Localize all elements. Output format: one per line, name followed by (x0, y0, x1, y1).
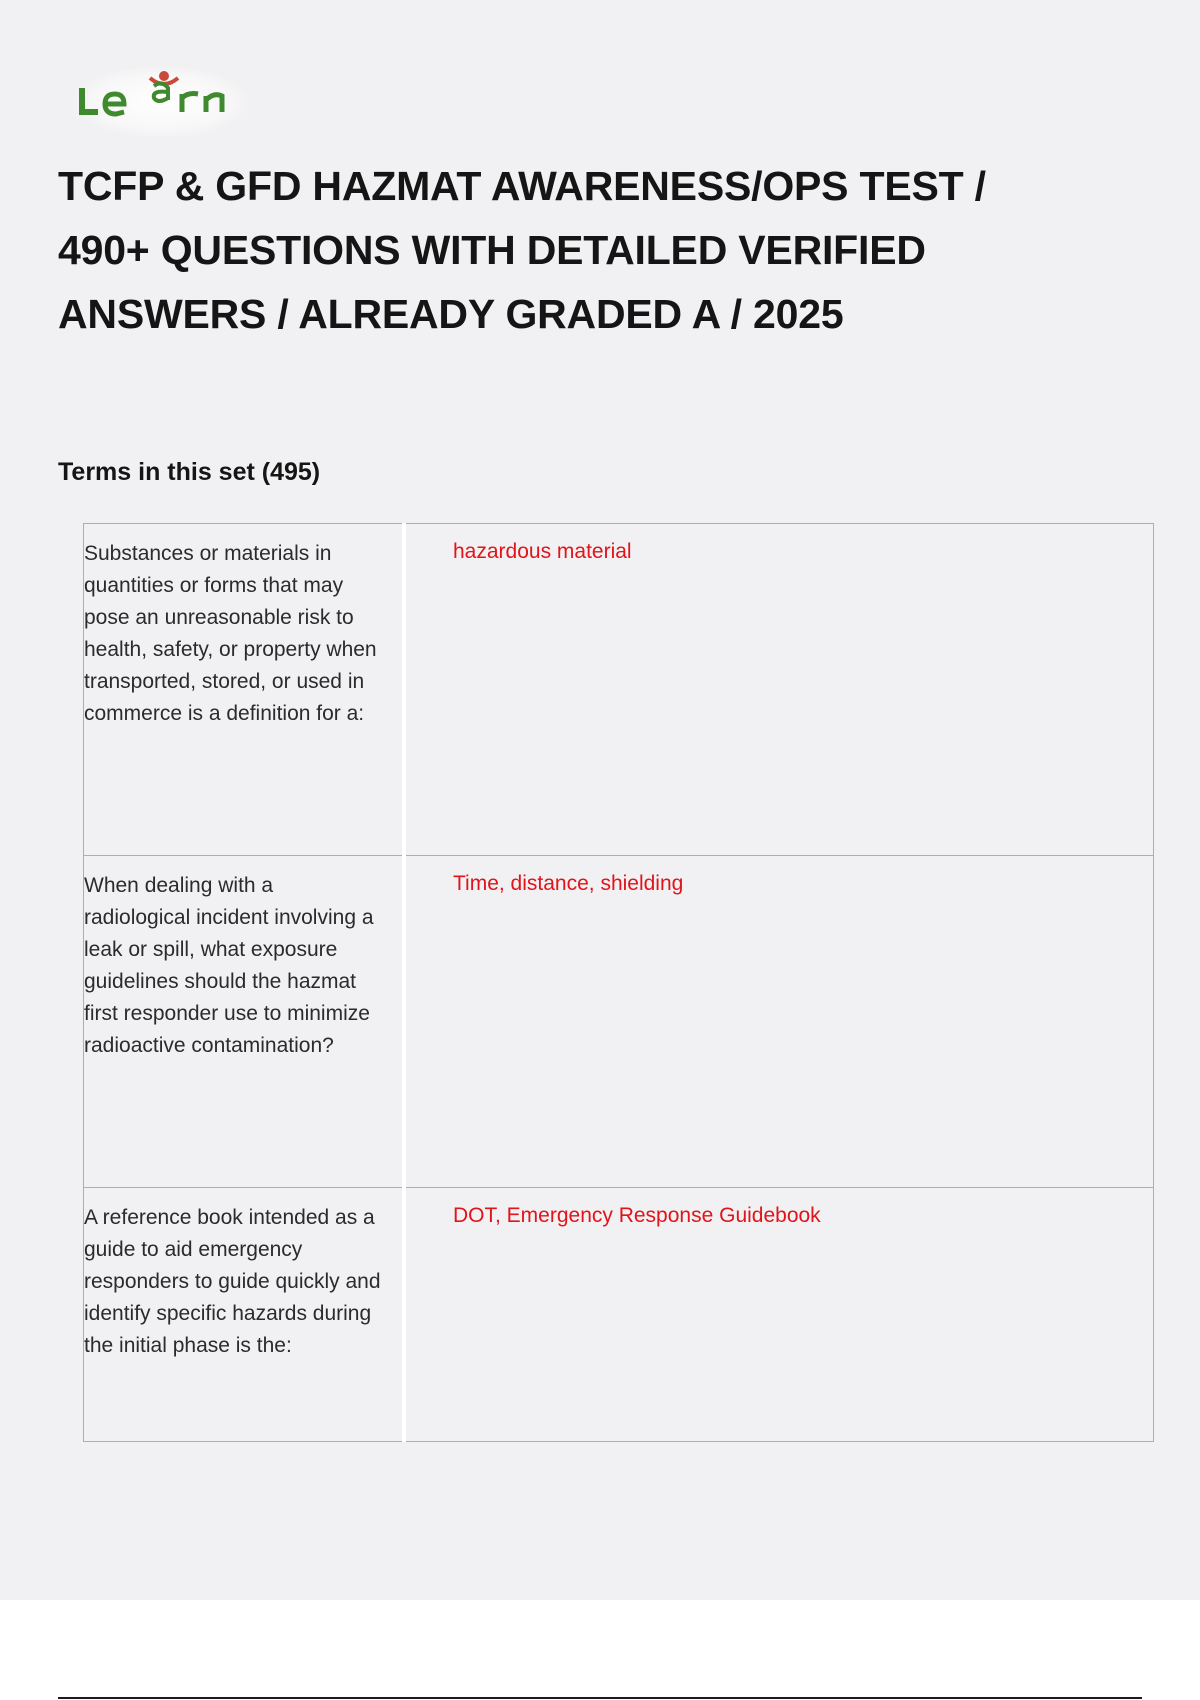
term-cell (84, 524, 405, 856)
term-text: A reference book intended as a guide to aid emergency responders to guide quickly and identify specific hazards during the initial phase is the: (84, 1206, 381, 1357)
learn-logo (72, 66, 250, 138)
table-row (84, 856, 1154, 1188)
table-row (84, 524, 1154, 856)
definition-cell (404, 524, 1154, 856)
footer-divider (58, 1697, 1142, 1699)
term-cell (84, 1188, 405, 1442)
table-row (84, 1188, 1154, 1442)
definition-text: Time, distance, shielding (453, 872, 684, 895)
term-text: When dealing with a radiological incident involving a leak or spill, what exposure guidelines should the hazmat first responder use to minimize radioactive contamination? (84, 874, 374, 1057)
document-title: TCFP & GFD HAZMAT AWARENESS/OPS TEST / 490+ QUESTIONS WITH DETAILED VERIFIED ANSWERS / ALREADY GRADED A / 2025 (58, 163, 986, 337)
terms-heading: Terms in this set (495) (58, 458, 321, 486)
definition-cell (404, 856, 1154, 1188)
definition-text: DOT, Emergency Response Guidebook (453, 1204, 821, 1227)
definition-text: hazardous material (453, 540, 632, 563)
term-text: Substances or materials in quantities or forms that may pose an unreasonable risk to health, safety, or property when transported, stored, or used in commerce is a definition for a: (84, 542, 377, 725)
term-cell (84, 856, 405, 1188)
learn-logo-icon (72, 66, 250, 138)
terms-table (83, 523, 1154, 1442)
definition-cell (404, 1188, 1154, 1442)
